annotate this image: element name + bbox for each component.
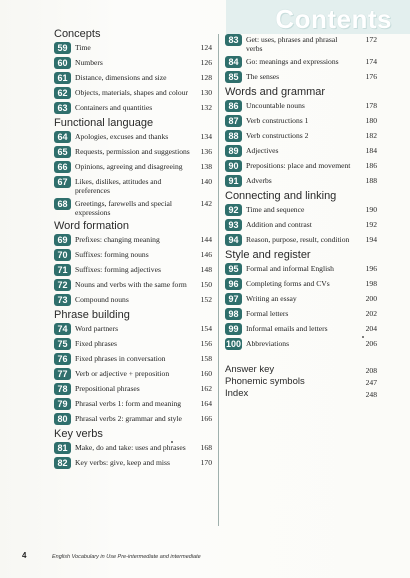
unit-number-badge: 63 [54, 102, 71, 114]
unit-entry[interactable] [225, 204, 377, 216]
unit-title: Nouns and verbs with the same form [75, 280, 187, 289]
page-number: 248 [365, 390, 377, 399]
unit-title: Prefixes: changing meaning [75, 235, 160, 244]
print-speck [171, 441, 173, 443]
page-number: 126 [200, 58, 212, 67]
unit-entry[interactable] [54, 264, 212, 276]
unit-title: Objects, materials, shapes and colour [75, 88, 189, 97]
unit-title: Suffixes: forming nouns [75, 250, 149, 259]
unit-entry[interactable] [225, 278, 377, 290]
unit-title: Greetings, farewells and special expressions [75, 199, 172, 217]
back-matter-item[interactable] [225, 376, 377, 388]
page-number: 158 [200, 354, 212, 363]
unit-number-badge: 95 [225, 263, 242, 275]
contents-left-column [54, 28, 212, 472]
unit-number-badge: 92 [225, 204, 242, 216]
unit-title: Verb constructions 2 [246, 131, 309, 140]
unit-title: Adjectives [246, 146, 279, 155]
unit-title: Compound nouns [75, 295, 129, 304]
unit-title: Distance, dimensions and size [75, 73, 167, 82]
unit-number-badge: 77 [54, 368, 71, 380]
page-number: 198 [365, 279, 377, 288]
unit-number-badge: 94 [225, 234, 242, 246]
unit-title: Phrasal verbs 1: form and meaning [75, 399, 182, 408]
unit-number-badge: 64 [54, 131, 71, 143]
page-number: 142 [200, 199, 212, 208]
unit-number-badge: 83 [225, 34, 242, 46]
unit-title: Numbers [75, 58, 103, 67]
unit-entry[interactable] [225, 145, 377, 157]
unit-number-badge: 91 [225, 175, 242, 187]
unit-entry[interactable] [54, 57, 212, 69]
unit-title: Go: meanings and expressions [246, 57, 339, 66]
section-title: Words and grammar [225, 86, 326, 98]
unit-number-badge: 85 [225, 71, 242, 83]
unit-title: Abbreviations [246, 339, 290, 348]
unit-entry[interactable] [54, 102, 212, 114]
page-number: 172 [365, 35, 377, 44]
unit-title: Verb constructions 1 [246, 116, 309, 125]
unit-title: Fixed phrases [75, 339, 117, 348]
unit-number-badge: 99 [225, 323, 242, 335]
unit-entry[interactable] [54, 368, 212, 380]
page-number: 190 [365, 205, 377, 214]
page-number: 140 [200, 177, 212, 186]
unit-title: Adverbs [246, 176, 272, 185]
page-number: 196 [365, 264, 377, 273]
unit-number-badge: 81 [54, 442, 71, 454]
unit-number-badge: 65 [54, 146, 71, 158]
page-number: 138 [200, 162, 212, 171]
unit-entry[interactable] [225, 293, 377, 305]
page-number: 247 [365, 378, 377, 387]
unit-number-badge: 89 [225, 145, 242, 157]
unit-title: Containers and quantities [75, 103, 153, 112]
unit-entry[interactable] [54, 338, 212, 350]
unit-entry[interactable] [54, 42, 212, 54]
unit-entry[interactable] [225, 308, 377, 320]
unit-number-badge: 67 [54, 176, 71, 188]
section-title: Connecting and linking [225, 190, 337, 202]
page-number: 132 [200, 103, 212, 112]
unit-entry[interactable] [54, 146, 212, 158]
unit-title: Word partners [75, 324, 119, 333]
unit-number-badge: 98 [225, 308, 242, 320]
unit-entry[interactable] [54, 161, 212, 173]
page-number: 184 [365, 146, 377, 155]
unit-title: Fixed phrases in conversation [75, 354, 166, 363]
back-matter-list [225, 364, 377, 400]
page-number: 170 [200, 458, 212, 467]
unit-number-badge: 97 [225, 293, 242, 305]
unit-entry[interactable] [54, 383, 212, 395]
unit-title: Formal letters [246, 309, 289, 318]
unit-entry[interactable] [225, 219, 377, 231]
unit-entry[interactable] [225, 323, 377, 335]
unit-entry[interactable] [54, 87, 212, 99]
unit-entry[interactable] [54, 198, 212, 217]
unit-number-badge: 70 [54, 249, 71, 261]
page-number: 4 [22, 551, 27, 560]
unit-number-badge: 90 [225, 160, 242, 172]
unit-entry[interactable] [54, 131, 212, 143]
unit-number-badge: 74 [54, 323, 71, 335]
back-matter-title: Answer key [225, 364, 275, 375]
page-number: 208 [365, 366, 377, 375]
page-number: 194 [365, 235, 377, 244]
section-title: Key verbs [54, 428, 103, 440]
unit-title: Key verbs: give, keep and miss [75, 458, 170, 467]
unit-number-badge: 82 [54, 457, 71, 469]
unit-entry[interactable] [54, 176, 212, 195]
unit-entry[interactable] [225, 100, 377, 112]
unit-title: Time and sequence [246, 205, 305, 214]
unit-title: Make, do and take: uses and phrases [75, 443, 186, 452]
unit-entry[interactable] [225, 338, 377, 350]
contents-right-column [225, 34, 377, 400]
unit-entry[interactable] [54, 413, 212, 425]
unit-number-badge: 73 [54, 294, 71, 306]
unit-number-badge: 79 [54, 398, 71, 410]
page-number: 134 [200, 132, 212, 141]
right-sections [225, 34, 377, 350]
page-number: 182 [365, 131, 377, 140]
page-number: 164 [200, 399, 212, 408]
page-number: 152 [200, 295, 212, 304]
unit-entry[interactable] [54, 398, 212, 410]
unit-title: Requests, permission and suggestions [75, 147, 190, 156]
page-number: 192 [365, 220, 377, 229]
page-number: 180 [365, 116, 377, 125]
unit-title: Likes, dislikes, attitudes and preferences [75, 177, 162, 195]
unit-entry[interactable] [225, 71, 377, 83]
back-matter-title: Phonemic symbols [225, 376, 305, 387]
page-footer [22, 551, 402, 560]
unit-number-badge: 72 [54, 279, 71, 291]
page-number: 156 [200, 339, 212, 348]
page-number: 186 [365, 161, 377, 170]
unit-title: Reason, purpose, result, condition [246, 235, 350, 244]
page-number: 136 [200, 147, 212, 156]
page-number: 204 [365, 324, 377, 333]
unit-entry[interactable] [54, 72, 212, 84]
page-number: 154 [200, 324, 212, 333]
book-title-footer: English Vocabulary in Use Pre-intermediate and intermediate [52, 554, 201, 560]
unit-number-badge: 75 [54, 338, 71, 350]
unit-title: Writing an essay [246, 294, 297, 303]
page-number: 176 [365, 72, 377, 81]
unit-entry[interactable] [225, 115, 377, 127]
unit-entry[interactable] [54, 234, 212, 246]
unit-title: Addition and contrast [246, 220, 312, 229]
unit-title: Suffixes: forming adjectives [75, 265, 161, 274]
unit-entry[interactable] [54, 457, 212, 469]
unit-number-badge: 66 [54, 161, 71, 173]
section-title: Functional language [54, 117, 154, 129]
unit-number-badge: 69 [54, 234, 71, 246]
section-title: Concepts [54, 28, 101, 40]
unit-title: Formal and informal English [246, 264, 334, 273]
unit-title: Phrasal verbs 2: grammar and style [75, 414, 182, 423]
page-number: 160 [200, 369, 212, 378]
back-matter-item[interactable] [225, 364, 377, 376]
unit-entry[interactable] [54, 249, 212, 261]
section-title: Style and register [225, 249, 311, 261]
unit-number-badge: 78 [54, 383, 71, 395]
unit-title: Prepositional phrases [75, 384, 140, 393]
unit-title: Completing forms and CVs [246, 279, 330, 288]
unit-number-badge: 100 [225, 339, 242, 349]
unit-number-badge: 84 [225, 56, 242, 68]
unit-number-badge: 96 [225, 278, 242, 290]
unit-number-badge: 93 [225, 219, 242, 231]
unit-entry[interactable] [225, 175, 377, 187]
page-number: 148 [200, 265, 212, 274]
unit-title: Uncountable nouns [246, 101, 305, 110]
page-number: 202 [365, 309, 377, 318]
unit-entry[interactable] [54, 442, 212, 454]
unit-title: Verb or adjective + preposition [75, 369, 170, 378]
back-matter-title: Index [225, 388, 249, 399]
page-number: 206 [365, 339, 377, 348]
unit-entry[interactable] [225, 160, 377, 172]
unit-entry[interactable] [54, 323, 212, 335]
unit-entry[interactable] [225, 130, 377, 142]
unit-number-badge: 71 [54, 264, 71, 276]
page-number: 174 [365, 57, 377, 66]
page-number: 188 [365, 176, 377, 185]
page-number: 128 [200, 73, 212, 82]
unit-number-badge: 76 [54, 353, 71, 365]
unit-number-badge: 86 [225, 100, 242, 112]
unit-title: Informal emails and letters [246, 324, 328, 333]
page-number: 166 [200, 414, 212, 423]
unit-number-badge: 80 [54, 413, 71, 425]
unit-number-badge: 87 [225, 115, 242, 127]
unit-number-badge: 60 [54, 57, 71, 69]
print-speck [362, 336, 364, 338]
unit-title: Opinions, agreeing and disagreeing [75, 162, 183, 171]
page-title: Contents [275, 4, 392, 34]
page-number: 130 [200, 88, 212, 97]
unit-entry[interactable] [54, 294, 212, 306]
page-number: 168 [200, 443, 212, 452]
unit-title: Apologies, excuses and thanks [75, 132, 169, 141]
unit-number-badge: 68 [54, 198, 71, 210]
unit-title: The senses [246, 72, 280, 81]
section-title: Word formation [54, 220, 129, 232]
unit-entry[interactable] [225, 263, 377, 275]
page-number: 162 [200, 384, 212, 393]
section-title: Phrase building [54, 309, 130, 321]
unit-number-badge: 62 [54, 87, 71, 99]
page-number: 150 [200, 280, 212, 289]
back-matter-item[interactable] [225, 388, 377, 400]
unit-entry[interactable] [54, 279, 212, 291]
unit-entry[interactable] [225, 56, 377, 68]
unit-number-badge: 88 [225, 130, 242, 142]
page-number: 178 [365, 101, 377, 110]
page-number: 144 [200, 235, 212, 244]
unit-title: Prepositions: place and movement [246, 161, 351, 170]
page-number: 146 [200, 250, 212, 259]
unit-title: Time [75, 43, 91, 52]
unit-entry[interactable] [54, 353, 212, 365]
page-number: 200 [365, 294, 377, 303]
unit-entry[interactable] [225, 34, 377, 53]
column-divider [218, 34, 219, 526]
unit-title: Get: uses, phrases and phrasal verbs [246, 35, 338, 53]
unit-entry[interactable] [225, 234, 377, 246]
page-number: 124 [200, 43, 212, 52]
unit-number-badge: 61 [54, 72, 71, 84]
unit-number-badge: 59 [54, 42, 71, 54]
